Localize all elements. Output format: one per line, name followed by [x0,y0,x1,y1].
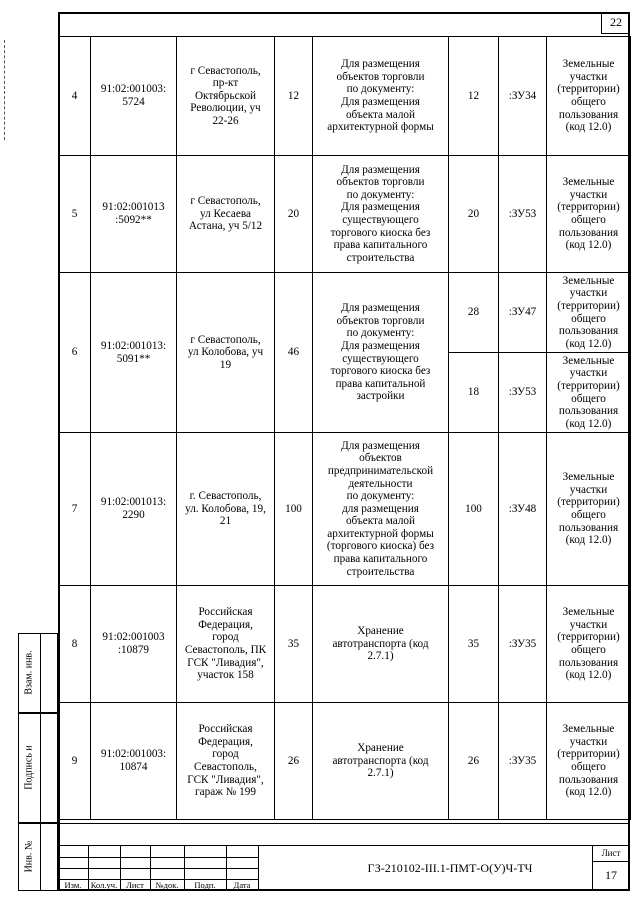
cadastral-number: 91:02:001003 :10879 [91,586,177,703]
zu-designation: :ЗУ47 [499,273,547,353]
row-number: 8 [59,586,91,703]
permitted-use: Для размещения объектов торговли по документу: Для размещения объекта малой архитектурной формы [313,37,449,156]
row-number: 4 [59,37,91,156]
row-number: 6 [59,273,91,433]
cadastral-number: 91:02:001003: 5724 [91,37,177,156]
land-category: Земельные участки (территории) общего пользования (код 12.0) [547,433,631,586]
permitted-use: Для размещения объектов предпринимательской деятельности по документу: для размещения объекта малой архитектурной формы (торгового киоска) без права капитального строительства [313,433,449,586]
title-block [58,845,630,891]
plot-area: 100 [275,433,313,586]
plot-area: 12 [275,37,313,156]
cadastral-number: 91:02:001003: 10874 [91,703,177,820]
row-number: 9 [59,703,91,820]
sub-area: 35 [449,586,499,703]
margin-dashed-line [4,40,5,140]
plot-area: 46 [275,273,313,433]
cadastral-number: 91:02:001013: 2290 [91,433,177,586]
stamp-label-izm: Изм. [64,880,82,890]
stamp-top-line [58,823,630,824]
address: Российская Федерация, город Севастополь, ГСК "Ливадия", гараж № 199 [177,703,275,820]
sub-area: 28 [449,273,499,353]
cadastral-number: 91:02:001013: 5091** [91,273,177,433]
land-category: Земельные участки (территории) общего пользования (код 12.0) [547,353,631,433]
permitted-use: Хранение автотранспорта (код 2.7.1) [313,586,449,703]
side-box-vzam [18,633,58,713]
sub-area: 20 [449,156,499,273]
table-row [59,156,631,273]
zu-designation: :ЗУ48 [499,433,547,586]
table-row [59,433,631,586]
table-row [59,586,631,703]
land-category: Земельные участки (территории) общего пользования (код 12.0) [547,586,631,703]
permitted-use: Для размещения объектов торговли по документу: Для размещения существующего торгового киоска без права капитальной застройки [313,273,449,433]
land-plot-table [58,36,631,820]
address: Российская Федерация, город Севастополь, ПК ГСК "Ливадия", участок 158 [177,586,275,703]
row-number: 5 [59,156,91,273]
plot-area: 20 [275,156,313,273]
sub-area: 12 [449,37,499,156]
permitted-use: Хранение автотранспорта (код 2.7.1) [313,703,449,820]
zu-designation: :ЗУ53 [499,156,547,273]
side-label-podpis: Подпись и [23,745,35,790]
sub-area: 100 [449,433,499,586]
land-category: Земельные участки (территории) общего пользования (код 12.0) [547,156,631,273]
side-box-podpis [18,713,58,823]
land-category: Земельные участки (территории) общего пользования (код 12.0) [547,37,631,156]
sheet-label: Лист [601,848,621,858]
document-code: ГЗ-210102-III.1-ПМТ-О(У)Ч-ТЧ [367,861,533,875]
land-category: Земельные участки (территории) общего пользования (код 12.0) [547,273,631,353]
cadastral-number: 91:02:001013 :5092** [91,156,177,273]
land-category: Земельные участки (территории) общего пользования (код 12.0) [547,703,631,820]
stamp-label-koluch: Кол.уч. [90,880,118,890]
zu-designation: :ЗУ34 [499,37,547,156]
table-row [59,703,631,820]
stamp-label-list: Лист [126,880,144,890]
address: г Севастополь, ул Кесаева Астана, уч 5/12 [177,156,275,273]
address: г Севастополь, пр-кт Октябрьской Революции, уч 22-26 [177,37,275,156]
table-row [59,37,631,156]
side-box-inv [18,823,58,891]
plot-area: 35 [275,586,313,703]
stamp-label-podp: Подп. [194,880,216,890]
page-number: 22 [601,12,630,34]
permitted-use: Для размещения объектов торговли по документу: Для размещения существующего торгового киоска без права капитального строительства [313,156,449,273]
zu-designation: :ЗУ53 [499,353,547,433]
side-label-inv: Инв. № [23,840,35,873]
address: г. Севастополь, ул. Колобова, 19, 21 [177,433,275,586]
stamp-label-ndok: №док. [155,880,179,890]
sub-area: 26 [449,703,499,820]
zu-designation: :ЗУ35 [499,586,547,703]
stamp-label-data: Дата [233,880,251,890]
sub-area: 18 [449,353,499,433]
plot-area: 26 [275,703,313,820]
address: г Севастополь, ул Колобова, уч 19 [177,273,275,433]
row-number: 7 [59,433,91,586]
zu-designation: :ЗУ35 [499,703,547,820]
side-label-vzam: Взам. инв. [23,650,35,695]
sheet-number: 17 [605,868,617,882]
table-row [59,273,631,353]
